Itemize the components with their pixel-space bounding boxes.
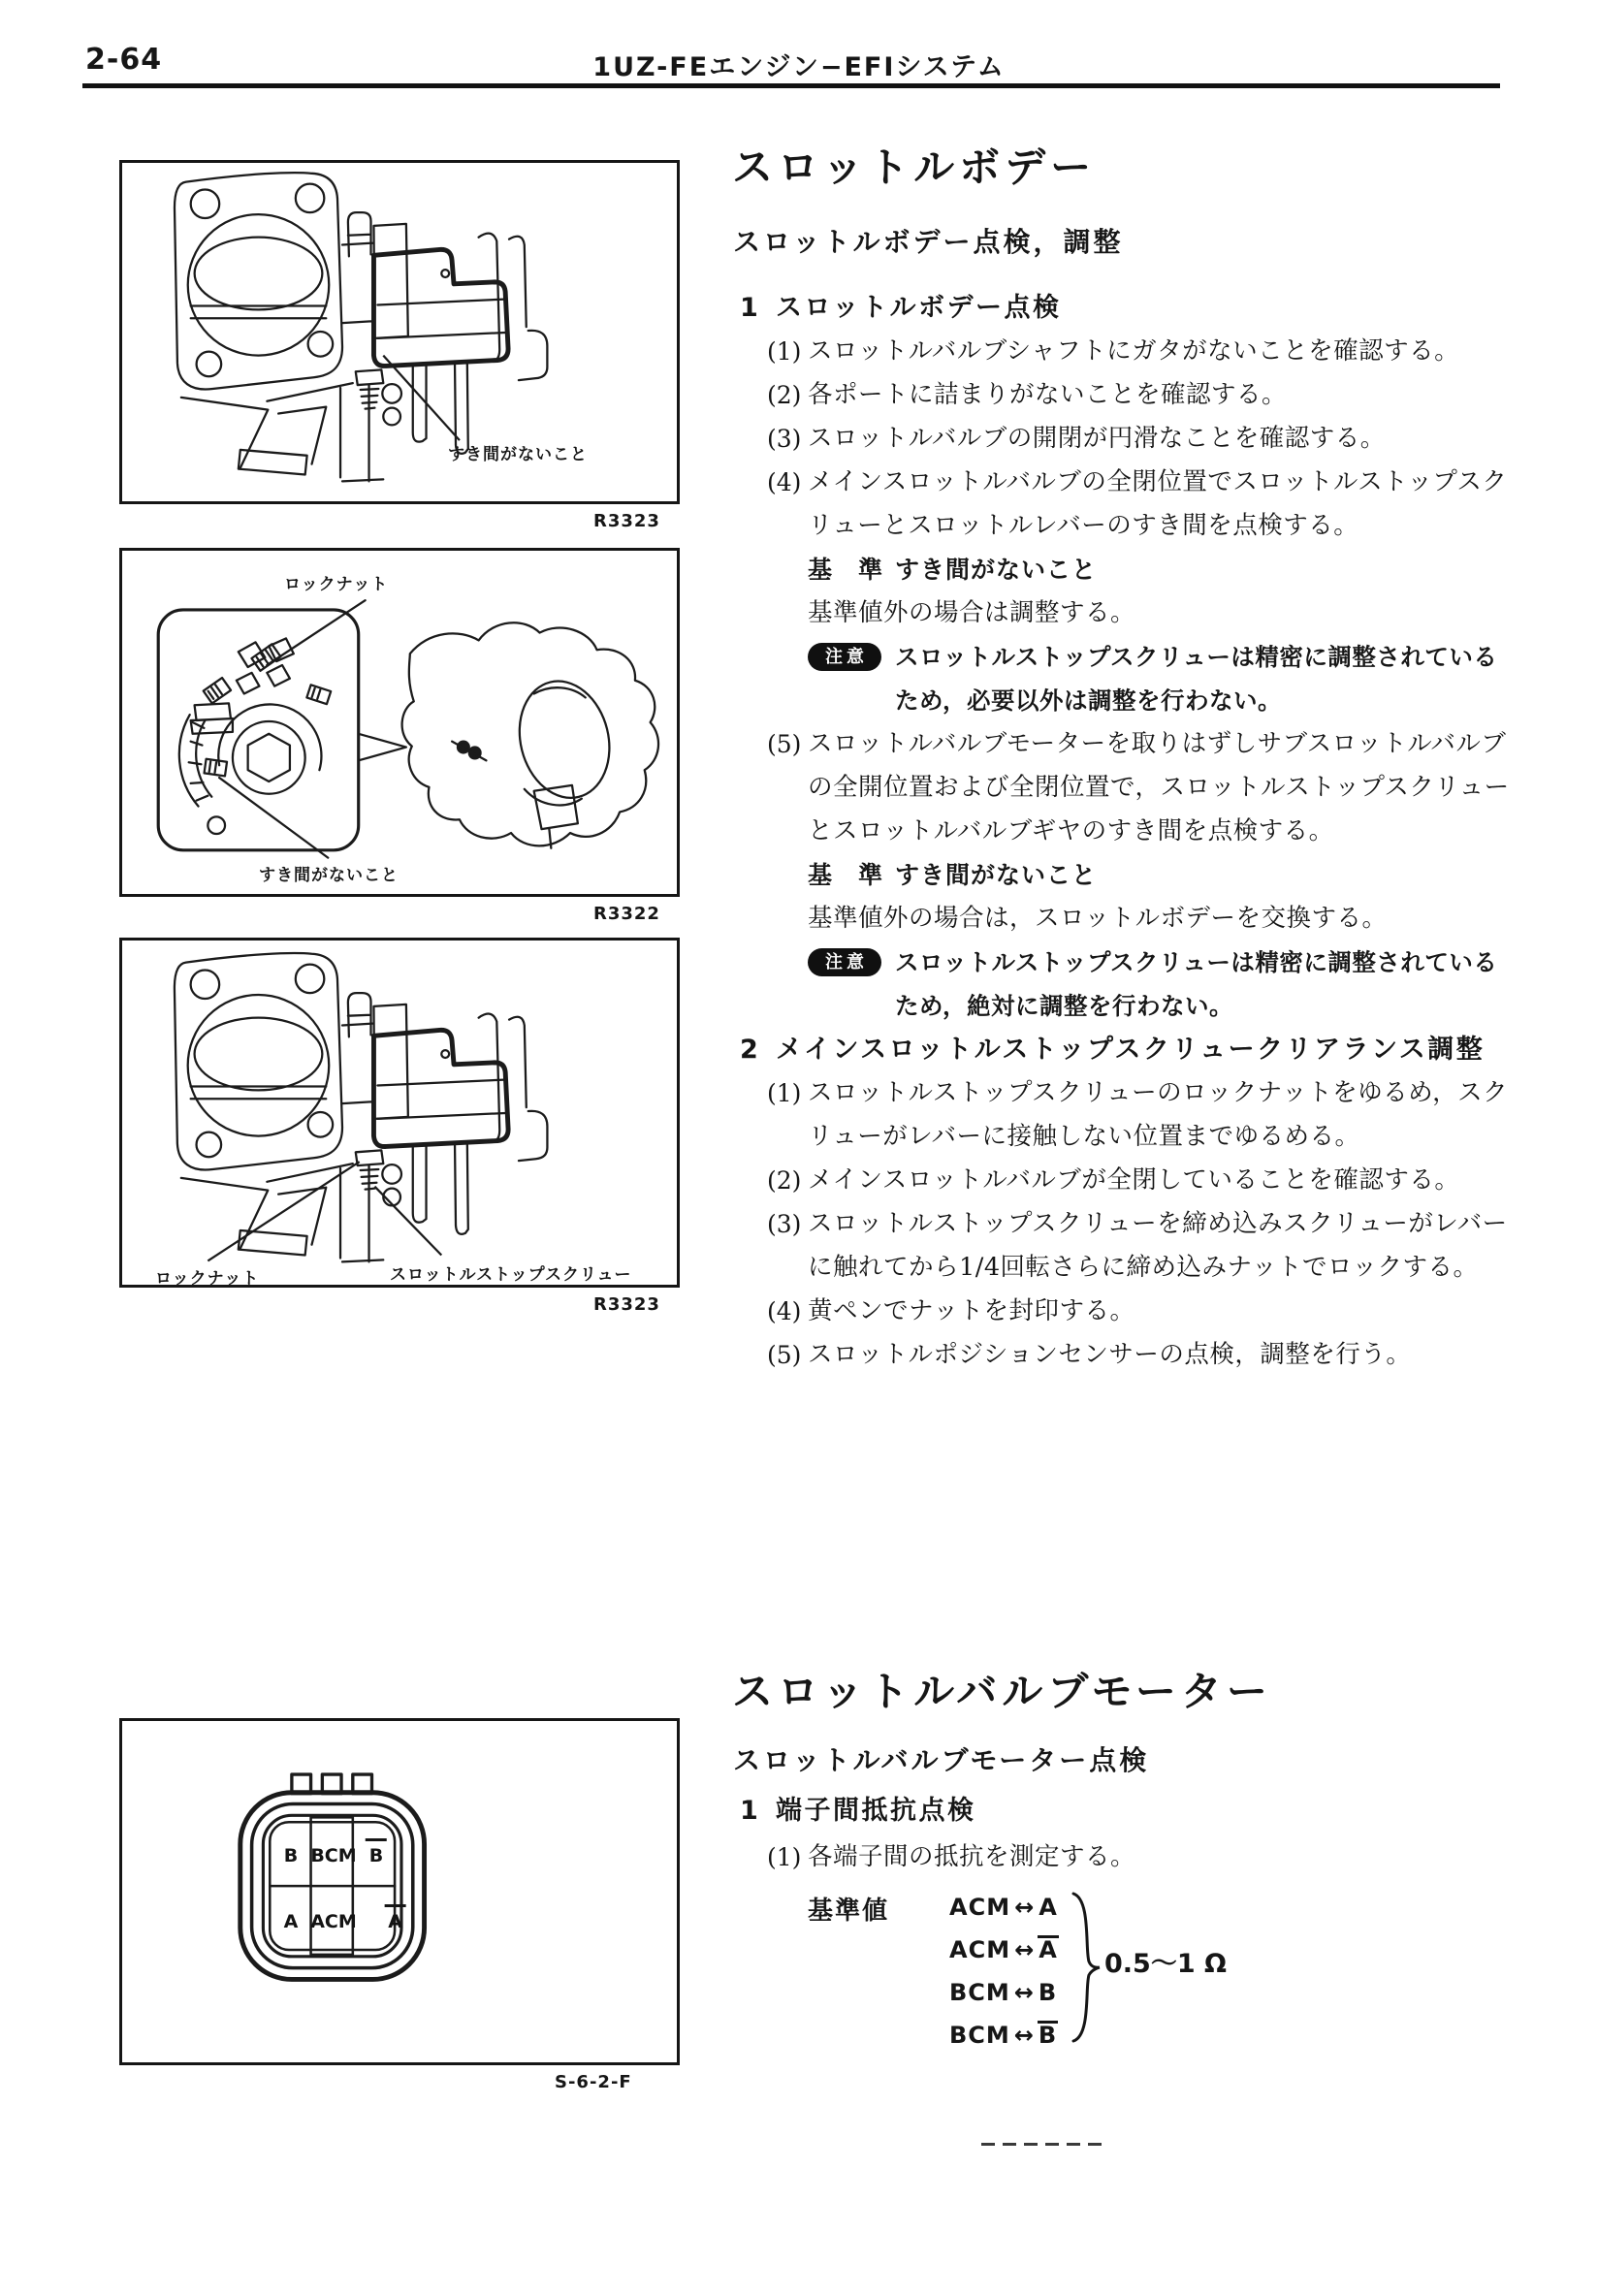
figure-label-stop-screw: スロットルストップスクリュー bbox=[390, 1265, 632, 1285]
list-item-line bbox=[732, 417, 1585, 461]
figure-code: R3322 bbox=[593, 904, 660, 924]
figure-locknut-closeup bbox=[119, 548, 680, 897]
figure-code: R3323 bbox=[593, 511, 660, 531]
pin-A-bar: A bbox=[388, 1911, 402, 1932]
note-text: 基準値外の場合は，スロットルボデーを交換する。 bbox=[808, 904, 1388, 933]
page-number: 2-64 bbox=[85, 43, 163, 77]
note-line bbox=[732, 591, 1585, 635]
item-number: (5) bbox=[767, 1341, 802, 1369]
item-number: (2) bbox=[767, 381, 802, 409]
terminal-pair bbox=[949, 1886, 1058, 1929]
item-text: リューとスロットルレバーのすき間を点検する。 bbox=[808, 511, 1359, 540]
section-number: 2 bbox=[740, 1035, 758, 1065]
list-item-line bbox=[732, 1115, 1585, 1159]
section-throttle-valve-motor bbox=[732, 1660, 1585, 2242]
figure-code: R3323 bbox=[593, 1294, 660, 1315]
list-item-line bbox=[732, 373, 1585, 417]
terminal-to-bar: B bbox=[1039, 2014, 1057, 2057]
item-text: スロットルバルブの開閉が円滑なことを確認する。 bbox=[808, 424, 1386, 453]
section-title: スロットルボデー点検 bbox=[776, 293, 1062, 323]
terminal-pairs bbox=[949, 1886, 1058, 2057]
caution-text: ため，絶対に調整を行わない。 bbox=[895, 992, 1234, 1020]
item-text: に触れてから1/4回転さらに締め込みナットでロックする。 bbox=[808, 1253, 1479, 1282]
throttle-body-drawing bbox=[122, 163, 677, 501]
terminal-to-bar: A bbox=[1039, 1929, 1058, 1971]
header-title: 1UZ-FEエンジン−EFIシステム bbox=[592, 52, 1006, 82]
item-text: 黄ペンでナットを封印する。 bbox=[808, 1296, 1135, 1325]
figure-stop-screw bbox=[119, 938, 680, 1288]
procedure-text bbox=[732, 286, 1585, 1377]
list-item-line bbox=[732, 1290, 1585, 1333]
spec-label: 基準値 bbox=[808, 1897, 890, 1926]
figure-throttle-body-gap bbox=[119, 160, 680, 504]
list-item-line bbox=[732, 1159, 1585, 1202]
list-item-line bbox=[732, 1835, 1585, 1879]
locknut-closeup-drawing bbox=[122, 551, 677, 894]
spec-label: 基 準 bbox=[808, 556, 884, 584]
caution-text: スロットルストップスクリューは精密に調整されている bbox=[895, 643, 1498, 671]
list-item-line bbox=[732, 722, 1585, 766]
arrow-icon: ↔ bbox=[1014, 1894, 1036, 1921]
section-heading bbox=[732, 286, 1585, 330]
item-number: (1) bbox=[767, 1843, 802, 1871]
list-item-line bbox=[732, 330, 1585, 373]
section-title: 端子間抵抗点検 bbox=[776, 1796, 976, 1826]
spec-value: すき間がないこと bbox=[895, 556, 1098, 584]
terminal-from: BCM bbox=[949, 2022, 1010, 2049]
item-text: スロットルポジションセンサーの点検，調整を行う。 bbox=[808, 1340, 1412, 1369]
spec-line bbox=[732, 853, 1585, 897]
stop-screw-drawing bbox=[122, 941, 677, 1285]
item-text: メインスロットルバルブの全閉位置でスロットルストップスク bbox=[808, 467, 1508, 496]
terminal-pair bbox=[949, 2014, 1058, 2057]
figure-label-locknut: ロックナット bbox=[284, 575, 389, 594]
list-item-line bbox=[732, 461, 1585, 504]
item-number: (4) bbox=[767, 468, 802, 496]
item-text: スロットルストップスクリューのロックナットをゆるめ，スク bbox=[808, 1078, 1509, 1107]
title-throttle-valve-motor: スロットルバルブモーター bbox=[732, 1668, 1272, 1715]
list-item-line bbox=[732, 1071, 1585, 1115]
note-line bbox=[732, 897, 1585, 941]
subtitle-inspection-adjustment: スロットルボデー点検，調整 bbox=[733, 226, 1124, 258]
item-number: (4) bbox=[767, 1297, 802, 1325]
caution-line bbox=[732, 941, 1585, 984]
item-number: (5) bbox=[767, 730, 802, 758]
subtitle-motor-inspection: スロットルバルブモーター点検 bbox=[733, 1744, 1150, 1776]
item-text: スロットルストップスクリューを締め込みスクリューがレバー bbox=[808, 1209, 1508, 1238]
terminal-from: BCM bbox=[949, 1979, 1010, 2006]
item-text: スロットルバルブモーターを取りはずしサブスロットルバルブ bbox=[808, 729, 1507, 758]
caution-badge: 注意 bbox=[808, 643, 881, 671]
item-text: 各端子間の抵抗を測定する。 bbox=[808, 1842, 1136, 1871]
list-item-line bbox=[732, 1333, 1585, 1377]
item-text: スロットルバルブシャフトにガタがないことを確認する。 bbox=[808, 336, 1460, 366]
caution-line bbox=[732, 635, 1585, 679]
connector-drawing bbox=[122, 1721, 677, 2062]
section-heading bbox=[732, 1028, 1585, 1071]
item-number: (3) bbox=[767, 1210, 802, 1238]
caution-text: ため，必要以外は調整を行わない。 bbox=[895, 686, 1283, 715]
section-number: 1 bbox=[740, 1796, 758, 1826]
page-title-throttle-body: スロットルボデー bbox=[732, 144, 1097, 191]
figure-motor-connector bbox=[119, 1718, 680, 2065]
arrow-icon: ↔ bbox=[1013, 1979, 1035, 2006]
caution-line bbox=[732, 679, 1585, 722]
item-text: メインスロットルバルブが全閉していることを確認する。 bbox=[808, 1165, 1460, 1195]
terminal-to: A bbox=[1039, 1894, 1058, 1921]
caution-badge: 注意 bbox=[808, 948, 881, 976]
section-title: メインスロットルストップスクリュークリアランス調整 bbox=[776, 1035, 1486, 1065]
terminal-from: ACM bbox=[949, 1894, 1011, 1921]
item-number: (2) bbox=[767, 1166, 802, 1195]
terminal-pair bbox=[949, 1929, 1058, 1971]
list-item-line bbox=[732, 1202, 1585, 1246]
arrow-icon: ↔ bbox=[1013, 2022, 1035, 2049]
pin-ACM: ACM bbox=[310, 1911, 357, 1932]
terminal-from: ACM bbox=[949, 1936, 1011, 1963]
spec-label: 基 準 bbox=[808, 861, 884, 889]
item-number: (3) bbox=[767, 425, 802, 453]
terminal-pair bbox=[949, 1971, 1058, 2014]
scan-artifact bbox=[981, 2143, 1105, 2146]
item-number: (1) bbox=[767, 1079, 802, 1107]
figure-label-gap: すき間がないこと bbox=[259, 866, 399, 885]
pin-B-bar: B bbox=[368, 1845, 384, 1866]
resistance-spec bbox=[808, 1886, 1409, 2070]
item-text: 各ポートに詰まりがないことを確認する。 bbox=[808, 380, 1288, 409]
item-text: の全開位置および全閉位置で，スロットルストップスクリュー bbox=[808, 773, 1510, 802]
list-item-line bbox=[732, 504, 1585, 548]
figure-label-locknut: ロックナット bbox=[155, 1269, 260, 1289]
figure-label-gap: すき間がないこと bbox=[448, 445, 588, 464]
brace-icon bbox=[1070, 1890, 1103, 2045]
caution-text: スロットルストップスクリューは精密に調整されている bbox=[895, 948, 1498, 976]
list-item-line bbox=[732, 810, 1585, 853]
item-number: (1) bbox=[767, 337, 802, 366]
list-item-line bbox=[732, 1246, 1585, 1290]
figure-code: S-6-2-F bbox=[555, 2072, 632, 2092]
section-heading bbox=[732, 1789, 1585, 1833]
resistance-value: 0.5～1 Ω bbox=[1104, 1949, 1227, 1979]
pin-BCM: BCM bbox=[310, 1845, 357, 1866]
item-text: とスロットルバルブギヤのすき間を点検する。 bbox=[808, 816, 1334, 845]
item-text: リューがレバーに接触しない位置までゆるめる。 bbox=[808, 1122, 1360, 1151]
pin-B: B bbox=[283, 1845, 299, 1866]
terminal-to: B bbox=[1038, 1979, 1058, 2006]
header-rule bbox=[82, 83, 1500, 88]
list-item-line bbox=[732, 766, 1585, 810]
arrow-icon: ↔ bbox=[1014, 1936, 1036, 1963]
pin-A: A bbox=[283, 1911, 299, 1932]
spec-value: すき間がないこと bbox=[895, 861, 1098, 889]
spec-line bbox=[732, 548, 1585, 591]
caution-line bbox=[732, 984, 1585, 1028]
section-number: 1 bbox=[740, 293, 758, 323]
note-text: 基準値外の場合は調整する。 bbox=[808, 598, 1136, 627]
